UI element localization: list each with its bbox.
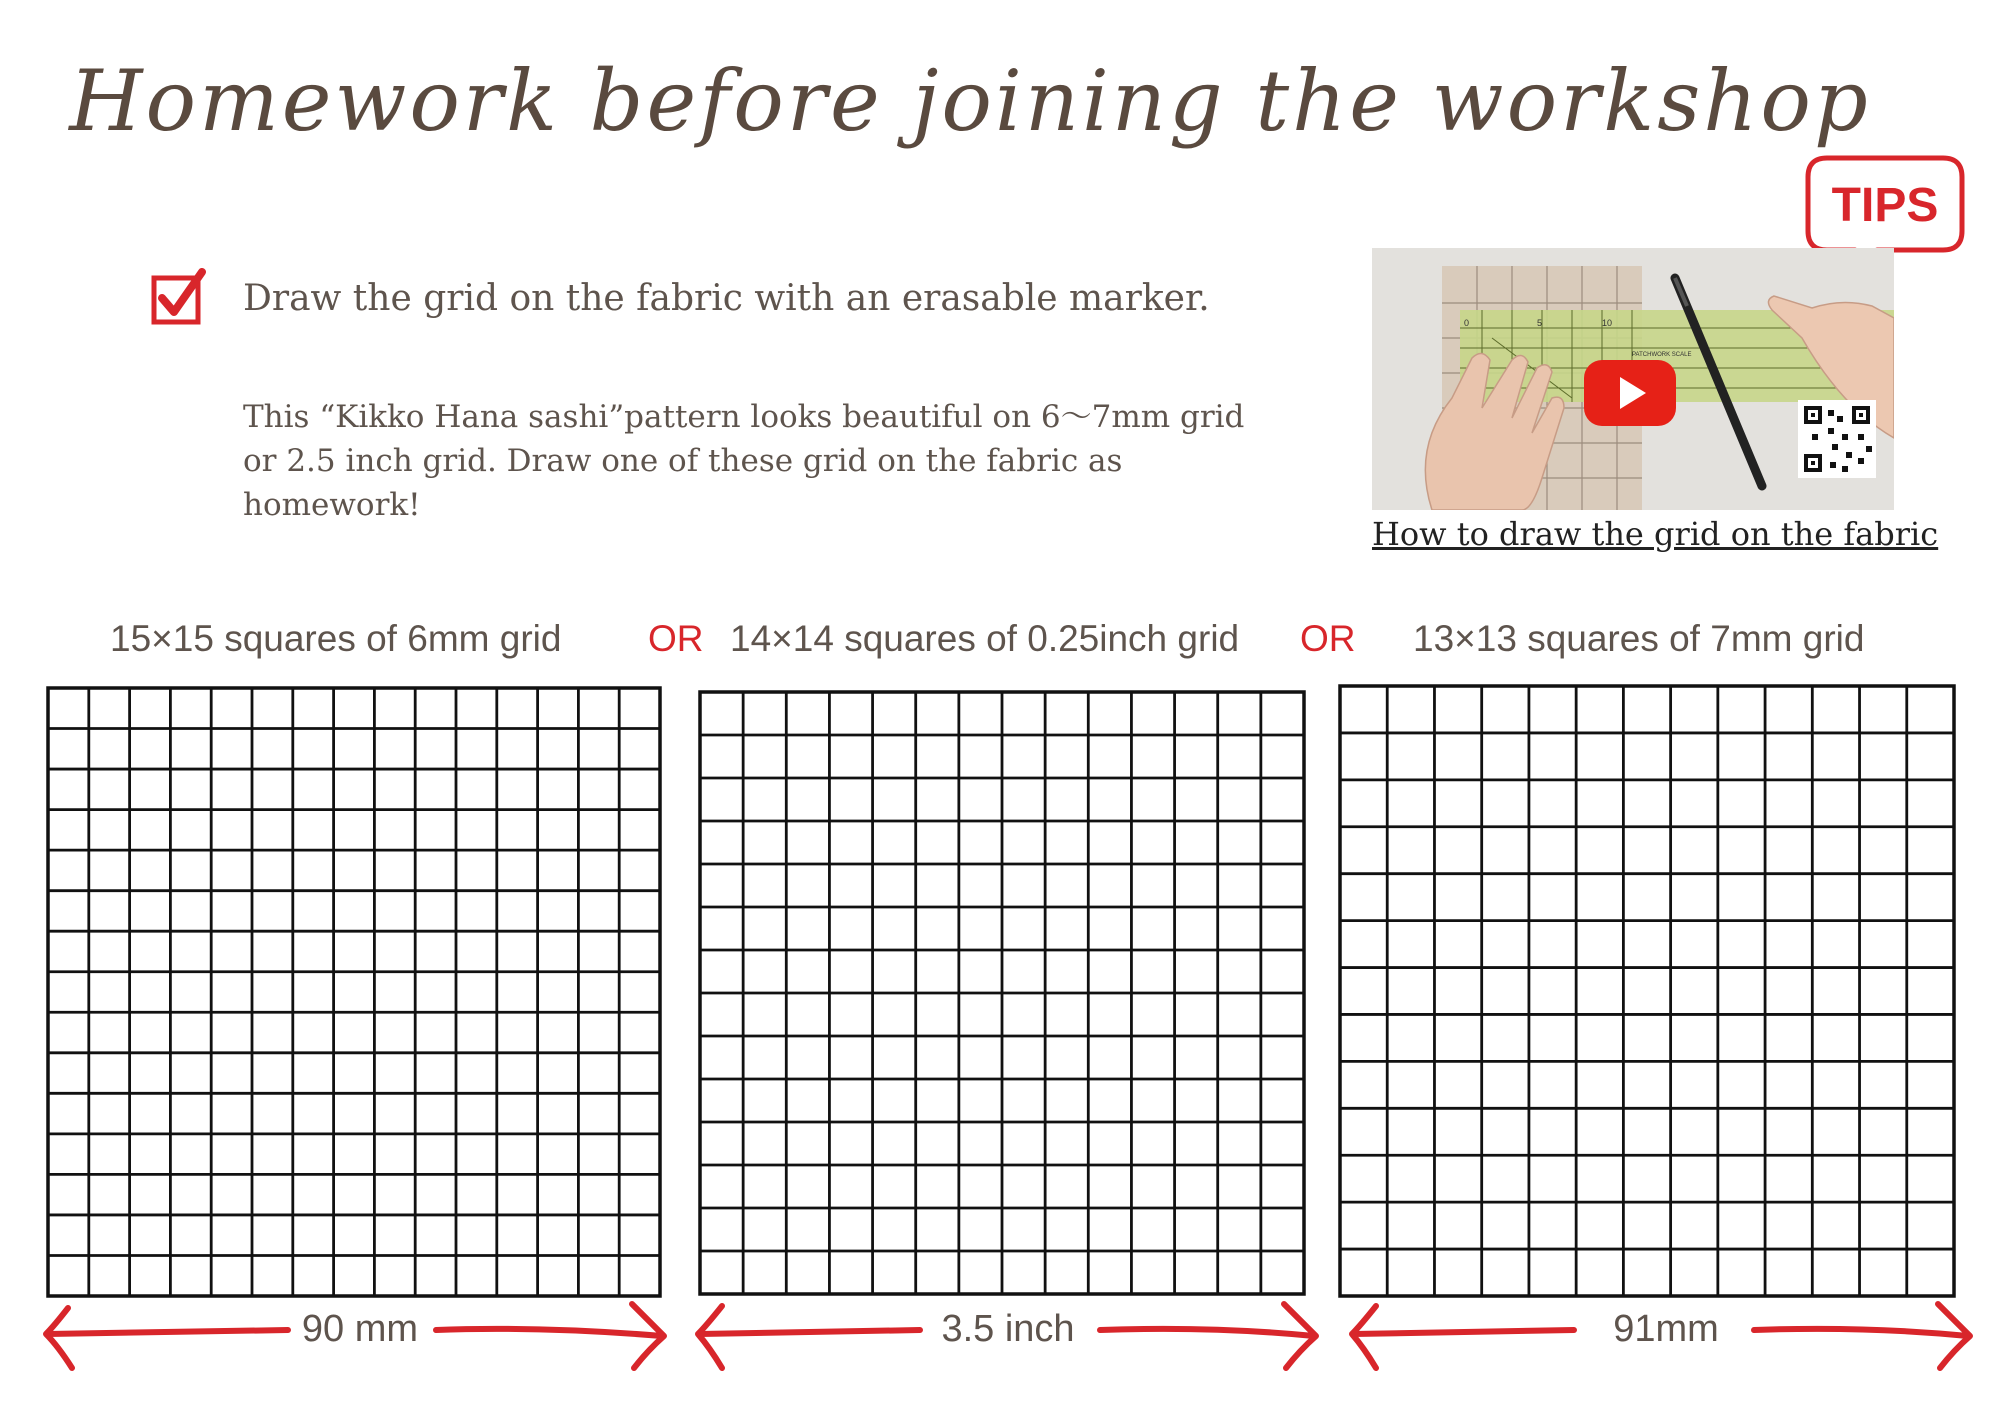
- or-label-1: OR: [648, 618, 704, 659]
- grid-15x15: [46, 686, 662, 1298]
- grid-14x14: [698, 690, 1306, 1296]
- ruler-tick-5: 5: [1537, 318, 1543, 328]
- description-line-1: This “Kikko Hana sashi”pattern looks beautiful on 6〜7mm grid: [243, 399, 1245, 435]
- grid-label-6mm: 15×15 squares of 6mm grid: [110, 618, 562, 659]
- grid-label-quarter-inch: 14×14 squares of 0.25inch grid: [730, 618, 1240, 659]
- dimension-label-7mm: 91mm: [1613, 1308, 1719, 1350]
- pattern-description: [243, 395, 1293, 527]
- checkbox-checked-icon[interactable]: [150, 268, 208, 326]
- grid-label-7mm: 13×13 squares of 7mm grid: [1413, 618, 1865, 659]
- grid-13x13: [1338, 684, 1956, 1298]
- or-label-2: OR: [1300, 618, 1356, 659]
- video-link[interactable]: How to draw the grid on the fabric: [1372, 515, 1939, 553]
- ruler-tick-0: 0: [1464, 318, 1470, 328]
- grid-border: [48, 688, 660, 1296]
- video-thumbnail[interactable]: [1372, 248, 1894, 510]
- dimension-label-6mm: 90 mm: [301, 1308, 419, 1350]
- description-line-2: or 2.5 inch grid. Draw one of these grid on the fabric as homework!: [243, 443, 1123, 523]
- tips-badge-label: TIPS: [1831, 179, 1939, 232]
- ruler-tick-10: 10: [1602, 318, 1613, 328]
- video-thumbnail-illustration: [1372, 248, 1894, 510]
- page-title: Homework before joining the workshop: [69, 52, 1871, 150]
- grid-border: [1340, 686, 1954, 1296]
- dimension-label-quarter-inch: 3.5 inch: [941, 1308, 1075, 1350]
- ruler-scale-label: PATCHWORK SCALE: [1632, 352, 1692, 358]
- task-instruction: Draw the grid on the fabric with an erasable marker.: [243, 278, 1210, 319]
